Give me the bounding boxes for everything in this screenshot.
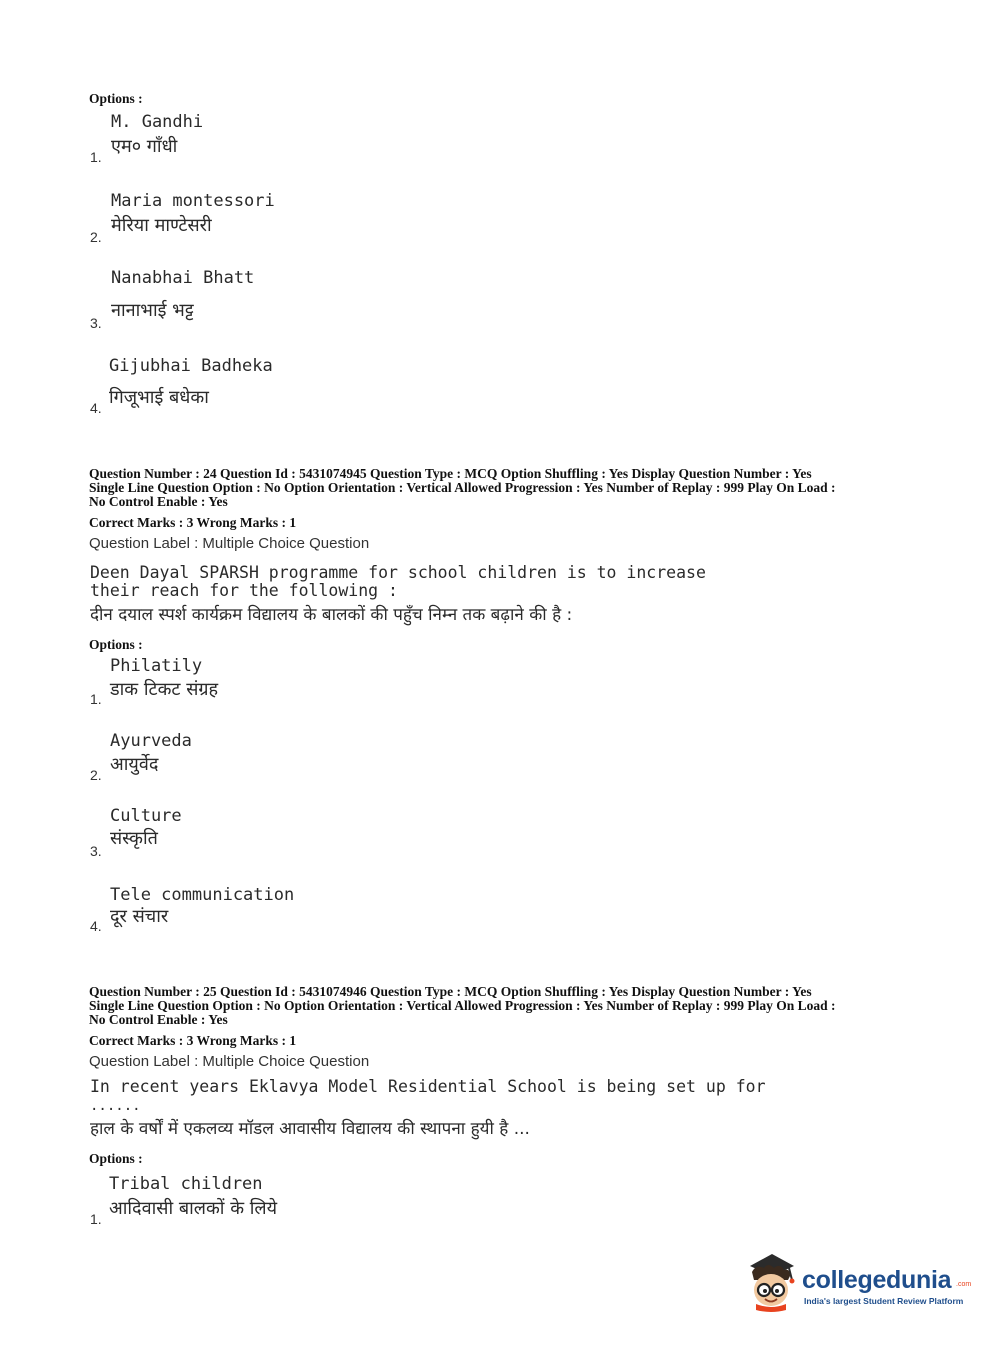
option-number: 4.	[90, 400, 102, 416]
option-hindi: एम० गाँधी	[111, 136, 178, 157]
option-number: 1.	[90, 1211, 102, 1227]
question-meta-line: No Control Enable : Yes	[89, 494, 228, 509]
option-english: Nanabhai Bhatt	[111, 268, 255, 288]
option-number: 3.	[90, 843, 102, 859]
question-text-hindi: दीन दयाल स्पर्श कार्यक्रम विद्यालय के बालकों की पहुँच निम्न तक बढ़ाने की है :	[90, 605, 573, 625]
option-number: 2.	[90, 229, 102, 245]
option-number: 4.	[90, 918, 102, 934]
options-heading: Options :	[89, 1151, 143, 1166]
question-meta-line: No Control Enable : Yes	[89, 1012, 228, 1027]
option-hindi: दूर संचार	[110, 906, 169, 927]
option-hindi: डाक टिकट संग्रह	[110, 679, 219, 700]
question-text-english: In recent years Eklavya Model Residential School is being set up for	[90, 1077, 766, 1096]
option-number: 1.	[90, 691, 102, 707]
options-heading: Options :	[89, 91, 143, 106]
question-text-english: Deen Dayal SPARSH programme for school children is to increase	[90, 563, 706, 582]
option-hindi: गिजूभाई बधेका	[109, 387, 209, 408]
question-text-english: their reach for the following :	[90, 581, 398, 600]
option-number: 3.	[90, 315, 102, 331]
question-meta-line: Single Line Question Option : No Option Orientation : Vertical Allowed Progression : Yes Number of Replay : 999 Play On Load :	[89, 480, 836, 495]
brand-domain: .com	[956, 1281, 972, 1288]
question-text-hindi: हाल के वर्षों में एकलव्य मॉडल आवासीय विद्यालय की स्थापना हुयी है ...	[90, 1119, 530, 1139]
marks-line: Correct Marks : 3 Wrong Marks : 1	[89, 1033, 297, 1048]
option-english: M. Gandhi	[111, 112, 204, 132]
option-english: Gijubhai Badheka	[109, 356, 273, 376]
question-meta-line: Question Number : 25 Question Id : 5431074946 Question Type : MCQ Option Shuffling : Yes Display Question Number : Yes	[89, 984, 812, 999]
collegedunia-logo	[742, 1250, 974, 1312]
option-english: Philatily	[110, 656, 203, 676]
mascot-icon	[742, 1250, 802, 1312]
option-number: 1.	[90, 149, 102, 165]
brand-name: collegedunia	[802, 1266, 952, 1294]
option-hindi: नानाभाई भट्ट	[111, 300, 194, 321]
option-english: Ayurveda	[110, 731, 192, 751]
option-english: Tele communication	[110, 885, 295, 905]
option-hindi: संस्कृति	[110, 828, 158, 849]
option-hindi: आयुर्वेद	[110, 754, 159, 775]
option-number: 2.	[90, 767, 102, 783]
question-meta-line: Question Number : 24 Question Id : 5431074945 Question Type : MCQ Option Shuffling : Yes Display Question Number : Yes	[89, 466, 812, 481]
option-hindi: आदिवासी बालकों के लिये	[109, 1198, 278, 1219]
marks-line: Correct Marks : 3 Wrong Marks : 1	[89, 515, 297, 530]
option-english: Culture	[110, 806, 182, 826]
option-hindi: मेरिया माण्टेसरी	[111, 215, 212, 236]
option-english: Tribal children	[109, 1174, 263, 1194]
question-label: Question Label : Multiple Choice Question	[89, 535, 370, 552]
question-meta-line: Single Line Question Option : No Option Orientation : Vertical Allowed Progression : Yes Number of Replay : 999 Play On Load :	[89, 998, 836, 1013]
options-heading: Options :	[89, 637, 143, 652]
question-label: Question Label : Multiple Choice Question	[89, 1053, 370, 1070]
option-english: Maria montessori	[111, 191, 275, 211]
brand-tagline: India's largest Student Review Platform	[804, 1296, 964, 1306]
question-text-english: ......	[90, 1098, 141, 1114]
